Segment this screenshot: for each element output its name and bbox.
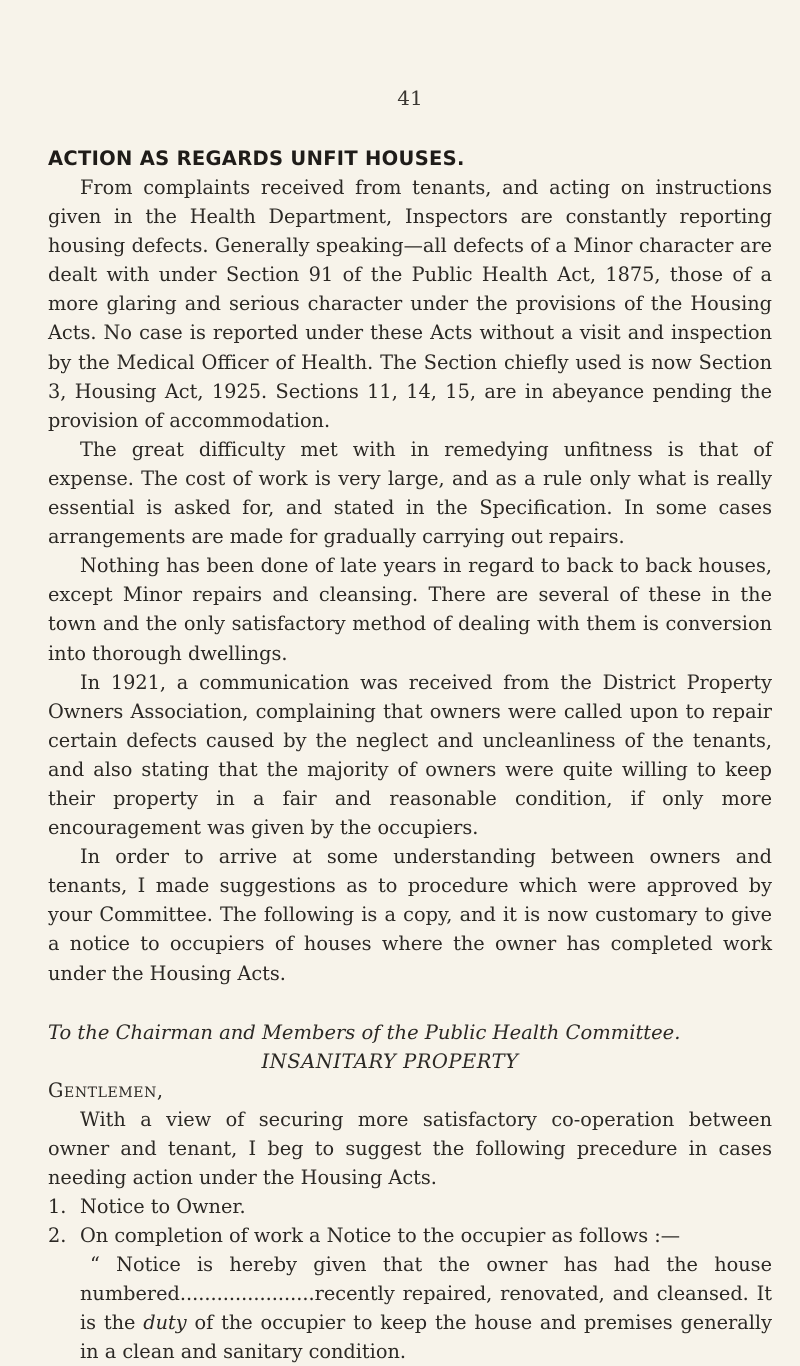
paragraph: Nothing has been done of late years in regard to back to back houses, except Minor repairs and cleansing. There are several of these in the town and the only satisfactory method of dealing with them is conversion into thorough dwellings. [48,554,772,665]
letter-body: With a view of securing more satisfactory co-operation between owner and tenant, I beg to suggest the following precedure in cases needing action under the Housing Acts. [48,1107,772,1189]
list-item [48,1192,772,1221]
quote-text-start: “ Notice is hereby given that the owner has had the house numbered......................recently repaired, renovated, and cleansed. It is the [80,1253,772,1335]
list-text: On completion of work a Notice to the occupier as follows :— [80,1224,680,1247]
page-number: 41 [397,86,423,110]
list-number: 1. [48,1194,67,1218]
list-text: Notice to Owner. [80,1194,246,1218]
paragraph: From complaints received from tenants, and acting on instructions given in the Health Department, Inspectors are constantly reporting housing defects. Generally speaking—all defects of a Minor character are dealt with under Section 91 of the Public Health Act, 1875, those of a more glaring and serious character under the provisions of the Housing Acts. No case is reported under these Acts without a visit and inspection by the Medical Officer of Health. The Section chiefly used is now Section 3, Housing Act, 1925. Sections 11, 14, 15, are in abeyance pending the provision of accommodation. [48,176,772,432]
body-text [48,144,772,1366]
quote-text-end: of the occupier to keep the house and premises generally in a clean and sanitary condition. [80,1311,772,1364]
letter-title: INSANITARY PROPERTY [261,1049,519,1073]
list-number: 2. [48,1224,67,1247]
paragraph: In 1921, a communication was received from the District Property Owners Association, complaining that owners were called upon to repair certain defects caused by the neglect and uncleanliness of the tenants, and also stating that the majority of owners were quite willing to keep their property in a fair and reasonable condition, if only more encouragement was given by the occupiers. [48,670,772,840]
paragraph: The great difficulty met with in remedying unfitness is that of expense. The cost of work is very large, and as a rule only what is really essential is asked for, and stated in the Specification. In some cases arrangements are made for gradually carrying out repairs. [48,437,772,549]
letter-salutation: Gentlemen, [48,1078,164,1102]
list-item [48,1221,772,1250]
section-heading: ACTION AS REGARDS UNFIT HOUSES. [48,147,465,170]
letter-address: To the Chairman and Members of the Public Health Committee. [48,1020,681,1044]
quote-emphasis: duty [143,1311,187,1335]
notice-quote [48,1250,772,1366]
paragraph: In order to arrive at some understanding between owners and tenants, I made suggestions as to procedure which were approved by your Committee. The following is a copy, and it is now customary to give a notice to occupiers of houses where the owner has completed work under the Housing Acts. [48,845,772,985]
